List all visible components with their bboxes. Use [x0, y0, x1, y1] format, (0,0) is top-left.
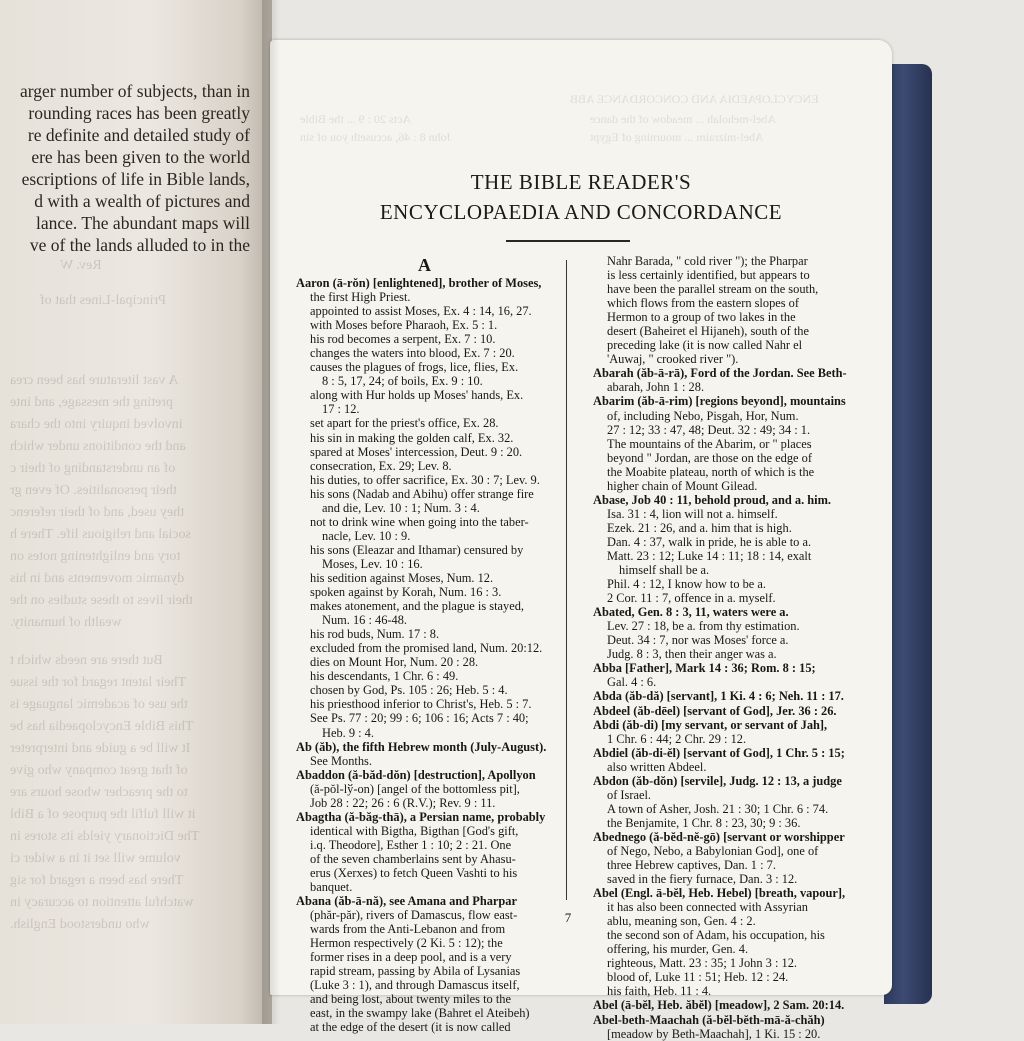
entry-headword-line: Abdiel (ăb-di-ĕl) [servant of God], 1 Chr. 5 : 15;	[593, 745, 845, 760]
entry-line: of, including Nebo, Pisgah, Hor, Num.	[607, 408, 799, 423]
entry-headword-line: Abel (ā-bĕl, Heb. ăbĕl) [meadow], 2 Sam. 20:14.	[593, 998, 845, 1013]
entry-line: three Hebrew captives, Dan. 1 : 7.	[607, 858, 776, 873]
entry-line: the Moabite plateau, north of which is the	[607, 464, 815, 479]
entry-line: 2 Cor. 11 : 7, offence in a. myself.	[607, 591, 776, 606]
entry-headword-line: Abel (Engl. ā-bĕl, Heb. Hebel) [breath, vapour],	[593, 886, 846, 901]
left-page-line: lance. The abundant maps will	[36, 213, 250, 233]
entry-line: rapid stream, passing by Abila of Lysanias	[310, 964, 521, 979]
entry-headword-line: Abel-beth-Maachah (ă-bĕl-bĕth-mā-ă-chăh)	[593, 1012, 825, 1027]
entry-line: the second son of Adam, his occupation, his	[607, 928, 825, 943]
left-page-line: d with a wealth of pictures and	[34, 191, 250, 211]
section-letter: A	[418, 255, 431, 275]
entry-headword-line: Abdi (ăb-di) [my servant, or servant of Jah],	[593, 717, 828, 732]
entry-line: Nahr Barada, " cold river "); the Pharpar	[607, 254, 808, 268]
entry-line: spoken against by Korah, Num. 16 : 3.	[310, 585, 502, 600]
entry-line: identical with Bigtha, Bigthan [God's gift,	[310, 823, 519, 838]
left-page-line: arger number of subjects, than in	[19, 81, 250, 101]
entry-line: and being lost, about twenty miles to the	[310, 992, 511, 1007]
entry-line: himself shall be a.	[619, 563, 710, 578]
entry-line: Num. 16 : 46-48.	[322, 613, 408, 628]
entry-line: which flows from the eastern slopes of	[607, 296, 800, 311]
entry-line: offering, his murder, Gen. 4.	[607, 942, 749, 957]
page-number: 7	[564, 910, 572, 925]
entry-line: Isa. 31 : 4, lion will not a. himself.	[607, 506, 778, 521]
entry-line: and die, Lev. 10 : 1; Num. 3 : 4.	[322, 500, 480, 515]
entry-line: See Months.	[310, 753, 372, 768]
entry-line: [meadow by Beth-Maachah], 1 Ki. 15 : 20.	[607, 1026, 821, 1041]
entry-headword-line: Abaddon (ă-băd-dŏn) [destruction], Apollyon	[296, 767, 536, 782]
entry-headword-line: Ab (ăb), the fifth Hebrew month (July-August).	[296, 739, 547, 754]
entry-line: wards from the Anti-Lebanon and from	[310, 922, 506, 937]
entry-line: spared at Moses' intercession, Deut. 9 : 20.	[310, 444, 523, 459]
entry-line: his duties, to offer sacrifice, Ex. 30 : 7; Lev. 9.	[310, 472, 540, 487]
entry-line: have been the parallel stream on the south,	[607, 282, 819, 297]
entry-line: See Ps. 77 : 20; 99 : 6; 106 : 16; Acts 7 : 40;	[310, 711, 529, 726]
entry-headword-line: Abated, Gen. 8 : 3, 11, waters were a.	[593, 605, 789, 620]
entry-line: also written Abdeel.	[607, 759, 707, 774]
entry-line: Dan. 4 : 37, walk in pride, he is able to a.	[607, 534, 812, 549]
entry-headword-line: Aaron (ā-rŏn) [enlightened], brother of Moses,	[296, 276, 542, 290]
left-page-line: ve of the lands alluded to in the	[29, 235, 250, 255]
entry-line: changes the waters into blood, Ex. 7 : 20.	[310, 346, 515, 361]
entry-line: with Moses before Pharaoh, Ex. 5 : 1.	[310, 318, 498, 333]
entry-line: his sons (Eleazar and Ithamar) censured by	[310, 542, 524, 557]
entry-line: set apart for the priest's office, Ex. 28.	[310, 416, 499, 431]
entry-line: Deut. 34 : 7, nor was Moses' force a.	[607, 633, 789, 648]
right-page: ENCYCLOPAEDIA AND CONCORDANCE ABB Abel-meholah ... meadow of the dance Abel-mizraim ... mourning of Egypt Acts 20 : 9 ... the Bible John 8 : 46, accuseth you of sin THE BIBLE READER'S ENCYCLOPAEDIA AND CONCORDANCE A Aaron (ā-rŏn) [enlightened], brother of Moses, the first High Priest. appointed to assist Moses, Ex. 4 : 14, 16, 27. with Moses before Pharaoh, Ex. 5 : 1. his rod becomes a serpent, Ex. 7 : 10. changes the waters into blood, Ex. 7 : 20. causes the plagues of frogs, lice, flies, Ex. 8 : 5, 17, 24; of boils, Ex. 9 : 10. along with Hur holds up Moses' hands, Ex. 17 : 12. set apart for the priest's office, Ex. 28. his sin in making the golden calf, Ex. 32. spared at Moses' intercession, Deut. 9 : 20. consecration, Ex. 29; Lev. 8. his duties, to offer sacrifice, Ex. 30 : 7; Lev. 9. his sons (Nadab and Abihu) offer strange fire and die, Lev. 10 : 1; Num. 3 : 4. not to drink wine when going into the taber- nacle, Lev. 10 : 9. his sons (Eleazar and Ithamar) censured by Moses, Lev. 10 : 16. his sedition against Moses, Num. 12. spoken against by Korah, Num. 16 : 3. makes atonement, and the plague is stayed, Num. 16 : 46-48. his rod buds, Num. 17 : 8. excluded from the promised land, Num. 20:12. dies on Mount Hor, Num. 20 : 28. his descendants, 1 Chr. 6 : 49. chosen by God, Ps. 105 : 26; Heb. 5 : 4. his priesthood inferior to Christ's, Heb. 5 : 7. See Ps. 77 : 20; 99 : 6; 106 : 16; Acts 7 : 40; Heb. 9 : 4. Ab (ăb), the fifth Hebrew month (July-August). See Months. Abaddon (ă-băd-dŏn) [destruction], Apollyon (ă-pŏl-lў-on) [angel of the bottomless pit], Job 28 : 22; 26 : 6 (R.V.); Rev. 9 : 11. Abagtha (ă-băg-thā), a Persian name, probably identical with Bigtha, Bigthan [God's gift, i.q. Theodore], Esther 1 : 10; 2 : 21. One of the seven chamberlains sent by Ahasu- erus (Xerxes) to fetch Queen Vashti to his banquet. Abana (ăb-ā-nă), see Amana and Pharpar (phăr-păr), rivers of Damascus, flow east- wards from the Anti-Lebanon and from Hermon respectively (2 Ki. 5 : 12); the former rises in a deep pool, and is a very rapid stream, passing by Abila of Lysanias (Luke 3 : 1), and through Damascus itself, and being lost, about twenty miles to the east, in the swampy lake (Bahret el Ateibeh) at the edge of the desert (it is now called Nahr Barada, " cold river "); the Pharpar is less certainly identified, but appears to have been the parallel stream on the south, which flows from the eastern slopes of Hermon to a group of two lakes in the desert (Baheiret el Hijaneh), south of the preceding lake (it is now called Nahr el 'Auwaj, " crooked river "). Abarah (ăb-ā-rā), Ford of the Jordan. See Beth- abarah, John 1 : 28. Abarim (ăb-ā-rim) [regions beyond], mountains of, including Nebo, Pisgah, Hor, Num. 27 : 12; 33 : 47, 48; Deut. 32 : 49; 34 : 1. The mountains of the Abarim, or " places beyond " Jordan, are those on the edge of the Moabite plateau, north of which is the higher chain of Mount Gilead. Abase, Job 40 : 11, behold proud, and a. him. Isa. 31 : 4, lion will not a. himself. Ezek. 21 : 26, and a. him that is high. Dan. 4 : 37, walk in pride, he is able to a. Matt. 23 : 12; Luke 14 : 11; 18 : 14, exalt himself shall be a. Phil. 4 : 12, I know how to be a. 2 Cor. 11 : 7, offence in a. myself. Abated, Gen. 8 : 3, 11, waters were a. Lev. 27 : 18, be a. from thy estimation. Deut. 34 : 7, nor was Moses' force a. Judg. 8 : 3, then their anger was a. Abba [Father], Mark 14 : 36; Rom. 8 : 15; Gal. 4 : 6. Abda (ăb-dă) [servant], 1 Ki. 4 : 6; Neh. 11 : 17. Abdeel (ăb-dēel) [servant of God], Jer. 36 : 26. Abdi (ăb-di) [my servant, or servant of Jah], 1 Chr. 6 : 44; 2 Chr. 29 : 12. Abdiel (ăb-di-ĕl) [servant of God], 1 Chr. 5 : 15; also written Abdeel. Abdon (ăb-dŏn) [servile], Judg. 12 : 13, a judge of Israel. A town of Asher, Josh. 21 : 30; 1 Chr. 6 : 74. the Benjamite, 1 Chr. 8 : 23, 30; 9 : 36. Abednego (ă-bĕd-nĕ-gō) [servant or worshipper of Nego, Nebo, a Babylonian God], one of three Hebrew captives, Dan. 1 : 7. saved in the fiery furnace, Dan. 3 : 12. Abel (Engl. ā-bĕl, Heb. Hebel) [breath, vapour], it has also been connected with Assyrian ablu, meaning son, Gen. 4 : 2. the second son of Adam, his occupation, his offering, his murder, Gen. 4. righteous, Matt. 23 : 35; 1 John 3 : 12. blood of, Luke 11 : 51; Heb. 12 : 24. his faith, Heb. 11 : 4. Abel (ā-bĕl, Heb. ăbĕl) [meadow], 2 Sam. 20:14. Abel-beth-Maachah (ă-bĕl-bĕth-mā-ă-chăh) [meadow by Beth-Maachah], 1 Ki. 15 : 20. 7	[270, 40, 892, 995]
left-page-line: escriptions of life in Bible lands,	[21, 169, 250, 189]
left-page: arger number of subjects, than in rounding races has been greatly re definite and detailed study of ere has been given to the world escriptions of life in Bible lands, d with a wealth of pictures and lance. The abundant maps will ve of the lands alluded to in the Rev. W Principal-Lines that of A vast literature has been crea preting the message, and inte involved inquiry into the chara and the conditions under which of an understanding of their c their personalities. Of even gr they used, and of their referenc social and religious life. There h tory and enlightening notes on dynamic movements and in his their lives to these studies on the wealth of humanity. But there are needs which t Their latent regard for the issue the use of academic language is This Bible Encyclopaedia has be It will be a guide and interpreter of that great company who give to the preacher whose hours are it will fulfil the purpose of a Bibl The Dictionary yields its stores in volume will set it in a wider ci There has been a regard for sig watchful attention to accuracy in who understood English.	[0, 0, 272, 1024]
entry-headword-line: Abagtha (ă-băg-thā), a Persian name, probably	[296, 809, 546, 824]
page-title-line-2: ENCYCLOPAEDIA AND CONCORDANCE	[379, 200, 783, 224]
entry-headword-line: Abarah (ăb-ā-rā), Ford of the Jordan. See Beth-	[593, 366, 847, 381]
entry-line: 'Auwaj, " crooked river ").	[607, 352, 739, 367]
entry-line: former rises in a deep pool, and is a very	[310, 950, 512, 965]
entry-line: Moses, Lev. 10 : 16.	[322, 556, 423, 571]
entry-line: 8 : 5, 17, 24; of boils, Ex. 9 : 10.	[322, 374, 483, 389]
left-page-line: ere has been given to the world	[31, 147, 250, 167]
spine-shadow	[262, 0, 280, 1024]
entry-line: dies on Mount Hor, Num. 20 : 28.	[310, 655, 479, 670]
entry-line: along with Hur holds up Moses' hands, Ex.	[310, 388, 524, 403]
entry-line: appointed to assist Moses, Ex. 4 : 14, 16, 27.	[310, 304, 532, 319]
entry-line: at the edge of the desert (it is now called	[310, 1020, 511, 1035]
entry-line: 17 : 12.	[322, 402, 360, 417]
entry-line: erus (Xerxes) to fetch Queen Vashti to his	[310, 865, 518, 880]
entry-line: of the seven chamberlains sent by Ahasu-	[310, 851, 516, 866]
entry-line: not to drink wine when going into the taber-	[310, 514, 529, 529]
left-page-line: re definite and detailed study of	[27, 125, 250, 145]
entry-line: of Nego, Nebo, a Babylonian God], one of	[607, 843, 819, 858]
entry-headword-line: Abase, Job 40 : 11, behold proud, and a. him.	[593, 492, 832, 507]
entry-line: excluded from the promised land, Num. 20:12.	[310, 641, 543, 656]
entry-line: the Benjamite, 1 Chr. 8 : 23, 30; 9 : 36.	[607, 815, 801, 830]
entry-line: blood of, Luke 11 : 51; Heb. 12 : 24.	[607, 970, 789, 985]
entry-line: chosen by God, Ps. 105 : 26; Heb. 5 : 4.	[310, 683, 508, 698]
entry-headword-line: Abba [Father], Mark 14 : 36; Rom. 8 : 15;	[593, 661, 816, 676]
entry-line: nacle, Lev. 10 : 9.	[322, 528, 411, 543]
entry-line: Job 28 : 22; 26 : 6 (R.V.); Rev. 9 : 11.	[310, 795, 496, 810]
page-title-line-1: THE BIBLE READER'S	[470, 170, 692, 194]
entry-headword-line: Abana (ăb-ā-nă), see Amana and Pharpar	[296, 894, 517, 909]
entry-line: his sons (Nadab and Abihu) offer strange fire	[310, 486, 534, 501]
entry-line: Matt. 23 : 12; Luke 14 : 11; 18 : 14, exalt	[607, 548, 812, 563]
entry-line: makes atonement, and the plague is stayed,	[310, 599, 525, 614]
entry-line: his sedition against Moses, Num. 12.	[310, 570, 494, 585]
entry-line: Hermon to a group of two lakes in the	[607, 310, 796, 325]
entry-line: banquet.	[310, 880, 353, 895]
entry-line: preceding lake (it is now called Nahr el	[607, 338, 803, 353]
entry-line: i.q. Theodore], Esther 1 : 10; 2 : 21. One	[310, 837, 512, 852]
entry-line: east, in the swampy lake (Bahret el Ateibeh)	[310, 1006, 530, 1021]
entry-line: desert (Baheiret el Hijaneh), south of the	[607, 324, 809, 339]
entry-line: saved in the fiery furnace, Dan. 3 : 12.	[607, 872, 798, 887]
entry-line: his sin in making the golden calf, Ex. 32.	[310, 430, 514, 445]
entry-line: his descendants, 1 Chr. 6 : 49.	[310, 669, 459, 684]
entry-line: his rod buds, Num. 17 : 8.	[310, 627, 440, 642]
entry-headword-line: Abda (ăb-dă) [servant], 1 Ki. 4 : 6; Neh. 11 : 17.	[593, 689, 844, 704]
entry-line: Heb. 9 : 4.	[322, 725, 374, 740]
entry-line: Ezek. 21 : 26, and a. him that is high.	[607, 520, 792, 535]
entry-line: his priesthood inferior to Christ's, Heb. 5 : 7.	[310, 697, 532, 712]
entry-line: Lev. 27 : 18, be a. from thy estimation.	[607, 619, 800, 634]
entry-line: 1 Chr. 6 : 44; 2 Chr. 29 : 12.	[607, 731, 747, 746]
entry-line: is less certainly identified, but appears to	[607, 268, 810, 283]
entry-headword-line: Abdon (ăb-dŏn) [servile], Judg. 12 : 13, a judge	[593, 773, 842, 788]
entry-line: (ă-pŏl-lў-on) [angel of the bottomless pit],	[310, 781, 520, 796]
entry-line: the first High Priest.	[310, 290, 411, 305]
entry-line: of Israel.	[607, 787, 652, 802]
title-rule	[506, 240, 630, 242]
entry-line: The mountains of the Abarim, or " places	[607, 436, 812, 451]
entry-line: Hermon respectively (2 Ki. 5 : 12); the	[310, 936, 503, 951]
entry-line: righteous, Matt. 23 : 35; 1 John 3 : 12.	[607, 956, 797, 971]
entry-line: Gal. 4 : 6.	[607, 675, 657, 690]
entry-line: beyond " Jordan, are those on the edge of	[607, 450, 812, 465]
entry-line: Phil. 4 : 12, I know how to be a.	[607, 577, 767, 592]
entry-line: causes the plagues of frogs, lice, flies, Ex.	[310, 360, 519, 375]
entry-line: consecration, Ex. 29; Lev. 8.	[310, 458, 452, 473]
entry-line: his faith, Heb. 11 : 4.	[607, 984, 712, 999]
entry-line: his rod becomes a serpent, Ex. 7 : 10.	[310, 332, 496, 347]
entry-line: it has also been connected with Assyrian	[607, 900, 808, 915]
entry-headword-line: Abarim (ăb-ā-rim) [regions beyond], mountains	[593, 394, 846, 409]
entry-line: 27 : 12; 33 : 47, 48; Deut. 32 : 49; 34 : 1.	[607, 422, 811, 437]
entry-line: (Luke 3 : 1), and through Damascus itself,	[310, 978, 520, 993]
entry-line: abarah, John 1 : 28.	[607, 380, 705, 395]
entry-headword-line: Abednego (ă-bĕd-nĕ-gō) [servant or worshipper	[593, 829, 845, 844]
entry-line: higher chain of Mount Gilead.	[607, 478, 758, 493]
entry-line: A town of Asher, Josh. 21 : 30; 1 Chr. 6 : 74.	[607, 801, 829, 816]
entry-line: ablu, meaning son, Gen. 4 : 2.	[607, 914, 756, 929]
entry-line: (phăr-păr), rivers of Damascus, flow east-	[310, 908, 518, 923]
entry-headword-line: Abdeel (ăb-dēel) [servant of God], Jer. 36 : 26.	[593, 703, 837, 718]
entry-line: Judg. 8 : 3, then their anger was a.	[607, 647, 777, 662]
left-page-line: rounding races has been greatly	[28, 103, 250, 123]
